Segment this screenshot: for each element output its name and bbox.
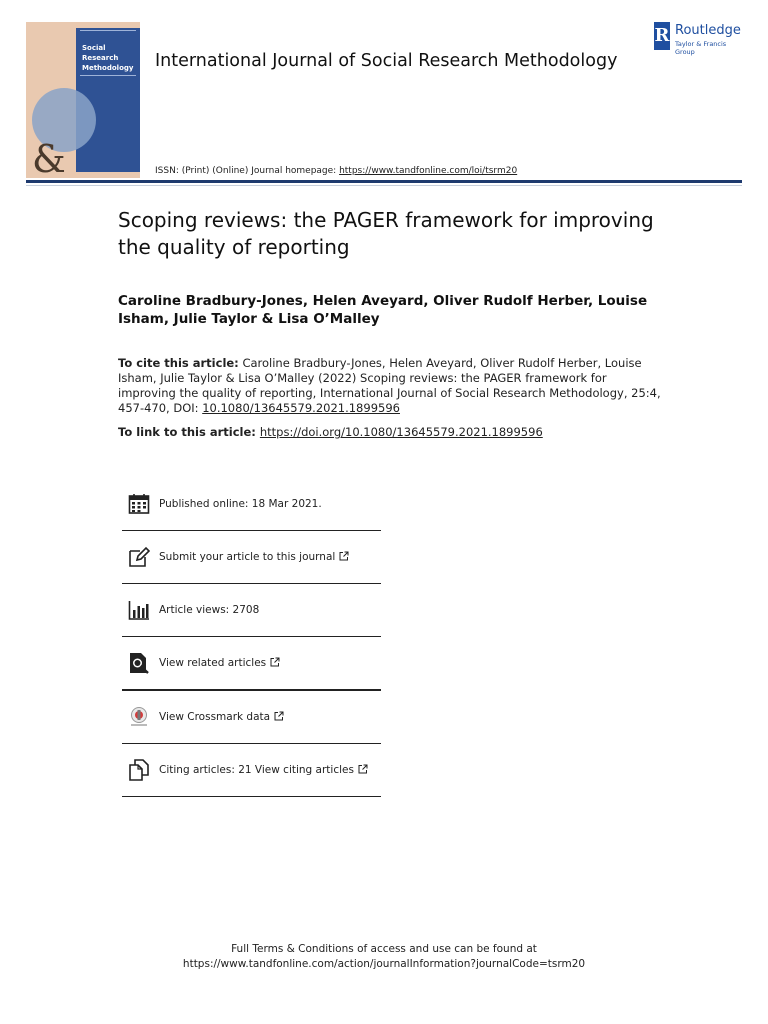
info-item-crossmark[interactable] — [122, 691, 381, 744]
footer — [0, 942, 768, 972]
cover-title-line: Social — [82, 44, 106, 52]
related-articles-link[interactable]: View related articles — [159, 657, 267, 669]
citation-block — [118, 356, 663, 416]
external-link-icon — [274, 711, 284, 721]
article-title: Scoping reviews: the PAGER framework for improving the quality of reporting — [118, 208, 654, 259]
header-divider — [26, 180, 742, 183]
publisher-group: Taylor & Francis Group — [675, 40, 727, 56]
bar-chart-icon — [128, 599, 150, 621]
footer-terms-text: Full Terms & Conditions of access and use can be found at — [231, 943, 537, 955]
external-link-icon — [339, 551, 349, 561]
article-link-row — [118, 425, 543, 439]
crossmark-link[interactable]: View Crossmark data — [159, 711, 271, 723]
issn-line — [155, 166, 517, 176]
info-item-published — [122, 478, 381, 531]
citing-articles-link[interactable]: Citing articles: 21 View citing articles — [159, 764, 354, 776]
routledge-logo-icon: R — [654, 22, 670, 50]
info-label[interactable] — [159, 551, 349, 563]
journal-cover-image — [26, 22, 140, 178]
info-item-citing[interactable] — [122, 744, 381, 797]
header-divider-thin — [26, 185, 742, 186]
journal-title: International Journal of Social Research Methodology — [155, 51, 618, 71]
cover-ampersand: & — [32, 137, 66, 178]
cover-title-line: Research — [82, 54, 119, 62]
publisher-logo — [654, 22, 746, 56]
info-label[interactable] — [159, 657, 280, 669]
cover-title-line: Methodology — [82, 64, 134, 72]
submit-article-link[interactable]: Submit your article to this journal — [159, 551, 336, 563]
article-doi-link[interactable]: https://doi.org/10.1080/13645579.2021.1899596 — [259, 425, 543, 439]
info-item-submit[interactable] — [122, 531, 381, 584]
external-link-icon — [358, 764, 368, 774]
external-link-icon — [270, 657, 280, 667]
info-item-related[interactable] — [122, 637, 381, 691]
citation-doi-link[interactable]: 10.1080/13645579.2021.1899596 — [202, 401, 400, 415]
citation-label: To cite this article: — [118, 356, 239, 370]
publisher-name: Routledge — [675, 23, 741, 38]
info-label[interactable] — [159, 711, 284, 723]
info-label: Published online: 18 Mar 2021. — [159, 498, 322, 510]
footer-terms-url[interactable]: https://www.tandfonline.com/action/journalInformation?journalCode=tsrm20 — [182, 958, 586, 970]
citation-text: Caroline Bradbury-Jones, Helen Aveyard, Oliver Rudolf Herber, Louise Isham, Julie Taylor & Lisa O’Malley (2022) Scoping reviews: the PAGER framework for improving the quality of reporting, International Journal of Social Research Methodology, 25:4, 457-470, DOI: — [118, 356, 661, 415]
citing-articles-icon — [128, 759, 150, 781]
calendar-icon — [128, 493, 150, 515]
info-item-views — [122, 584, 381, 637]
search-document-icon — [128, 652, 150, 674]
info-label[interactable] — [159, 764, 368, 776]
info-label: Article views: 2708 — [159, 604, 260, 616]
edit-icon — [128, 546, 150, 568]
article-link-label: To link to this article: — [118, 425, 260, 439]
crossmark-icon — [128, 706, 150, 728]
article-info-list — [122, 478, 381, 797]
article-authors: Caroline Bradbury-Jones, Helen Aveyard, Oliver Rudolf Herber, Louise Isham, Julie Taylor & Lisa O’Malley — [118, 293, 648, 327]
journal-homepage-link[interactable]: https://www.tandfonline.com/loi/tsrm20 — [339, 166, 518, 176]
issn-prefix: ISSN: (Print) (Online) Journal homepage: — [155, 166, 340, 176]
